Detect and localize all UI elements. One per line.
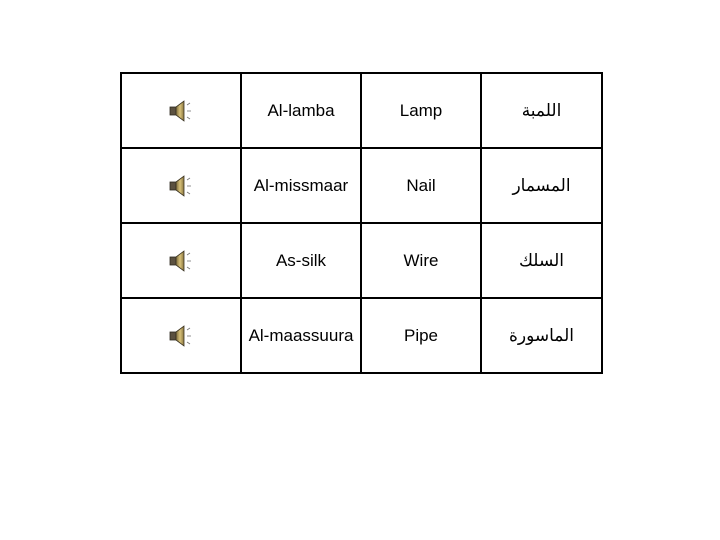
audio-cell (121, 223, 241, 298)
speaker-icon[interactable] (167, 323, 195, 349)
english-cell: Wire (361, 223, 481, 298)
audio-cell (121, 298, 241, 373)
speaker-icon[interactable] (167, 248, 195, 274)
transliteration-cell: Al-missmaar (241, 148, 361, 223)
speaker-icon[interactable] (167, 173, 195, 199)
arabic-cell: السلك (481, 223, 602, 298)
arabic-cell: المسمار (481, 148, 602, 223)
english-cell: Pipe (361, 298, 481, 373)
transliteration-cell: Al-lamba (241, 73, 361, 148)
transliteration-cell: Al-maassuura (241, 298, 361, 373)
english-cell: Lamp (361, 73, 481, 148)
arabic-cell: اللمبة (481, 73, 602, 148)
english-cell: Nail (361, 148, 481, 223)
table-row (121, 298, 602, 373)
vocabulary-table (120, 72, 603, 374)
table-row (121, 223, 602, 298)
audio-cell (121, 73, 241, 148)
table-row (121, 148, 602, 223)
audio-cell (121, 148, 241, 223)
speaker-icon[interactable] (167, 98, 195, 124)
table-row (121, 73, 602, 148)
arabic-cell: الماسورة (481, 298, 602, 373)
transliteration-cell: As-silk (241, 223, 361, 298)
